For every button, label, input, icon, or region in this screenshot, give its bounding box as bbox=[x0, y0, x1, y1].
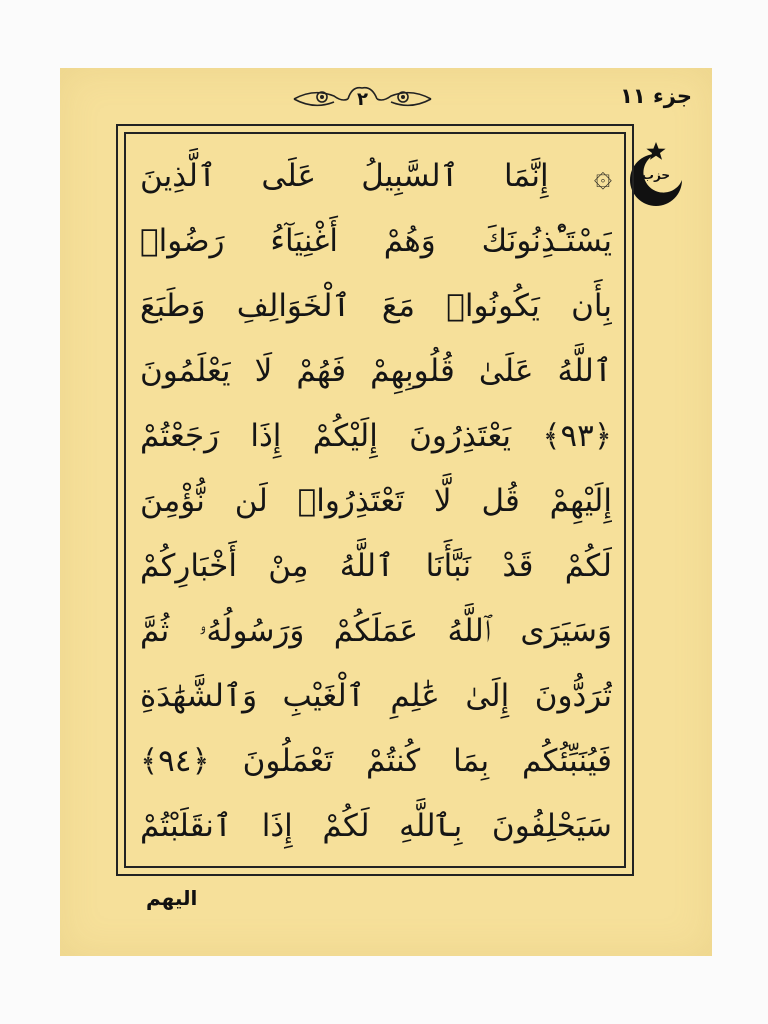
juz-label: جزء ١١ bbox=[620, 84, 692, 108]
verse-line: ﴿٩٣﴾ يَعْتَذِرُونَ إِلَيْكُمْ إِذَا رَجَعْتُمْ bbox=[140, 418, 612, 454]
catchword: اليهم bbox=[146, 886, 198, 910]
page-number: ٢ bbox=[357, 88, 368, 110]
hizb-marker bbox=[626, 140, 686, 210]
verse-line: ۞ إِنَّمَا ٱلسَّبِيلُ عَلَى ٱلَّذِينَ bbox=[140, 158, 612, 194]
verse-line: إِلَيْهِمْ قُل لَّا تَعْتَذِرُوا۟ لَن نُّؤْمِنَ bbox=[140, 483, 612, 519]
verse-line: بِأَن يَكُونُوا۟ مَعَ ٱلْخَوَالِفِ وَطَبَعَ bbox=[140, 288, 612, 324]
verse-line: سَيَحْلِفُونَ بِٱللَّهِ لَكُمْ إِذَا ٱنقَلَبْتُمْ bbox=[140, 808, 612, 844]
verse-line: يَسْتَـْٔذِنُونَكَ وَهُمْ أَغْنِيَآءُ رَضُوا۟ bbox=[140, 223, 612, 259]
page-number-ornament bbox=[290, 82, 435, 116]
hizb-label: حزب bbox=[641, 168, 671, 182]
verse-line: تُرَدُّونَ إِلَىٰ عَٰلِمِ ٱلْغَيْبِ وَٱلشَّهَٰدَةِ bbox=[140, 678, 612, 714]
verse-line: وَسَيَرَى ٱللَّهُ عَمَلَكُمْ وَرَسُولُهُۥ ثُمَّ bbox=[140, 613, 612, 649]
verse-line: فَيُنَبِّئُكُم بِمَا كُنتُمْ تَعْمَلُونَ ﴿٩٤﴾ bbox=[140, 743, 612, 779]
verse-line: لَكُمْ قَدْ نَبَّأَنَا ٱللَّهُ مِنْ أَخْبَارِكُمْ bbox=[140, 548, 612, 584]
verse-text-block bbox=[140, 148, 612, 854]
verse-line: ٱللَّهُ عَلَىٰ قُلُوبِهِمْ فَهُمْ لَا يَعْلَمُونَ bbox=[140, 353, 612, 389]
